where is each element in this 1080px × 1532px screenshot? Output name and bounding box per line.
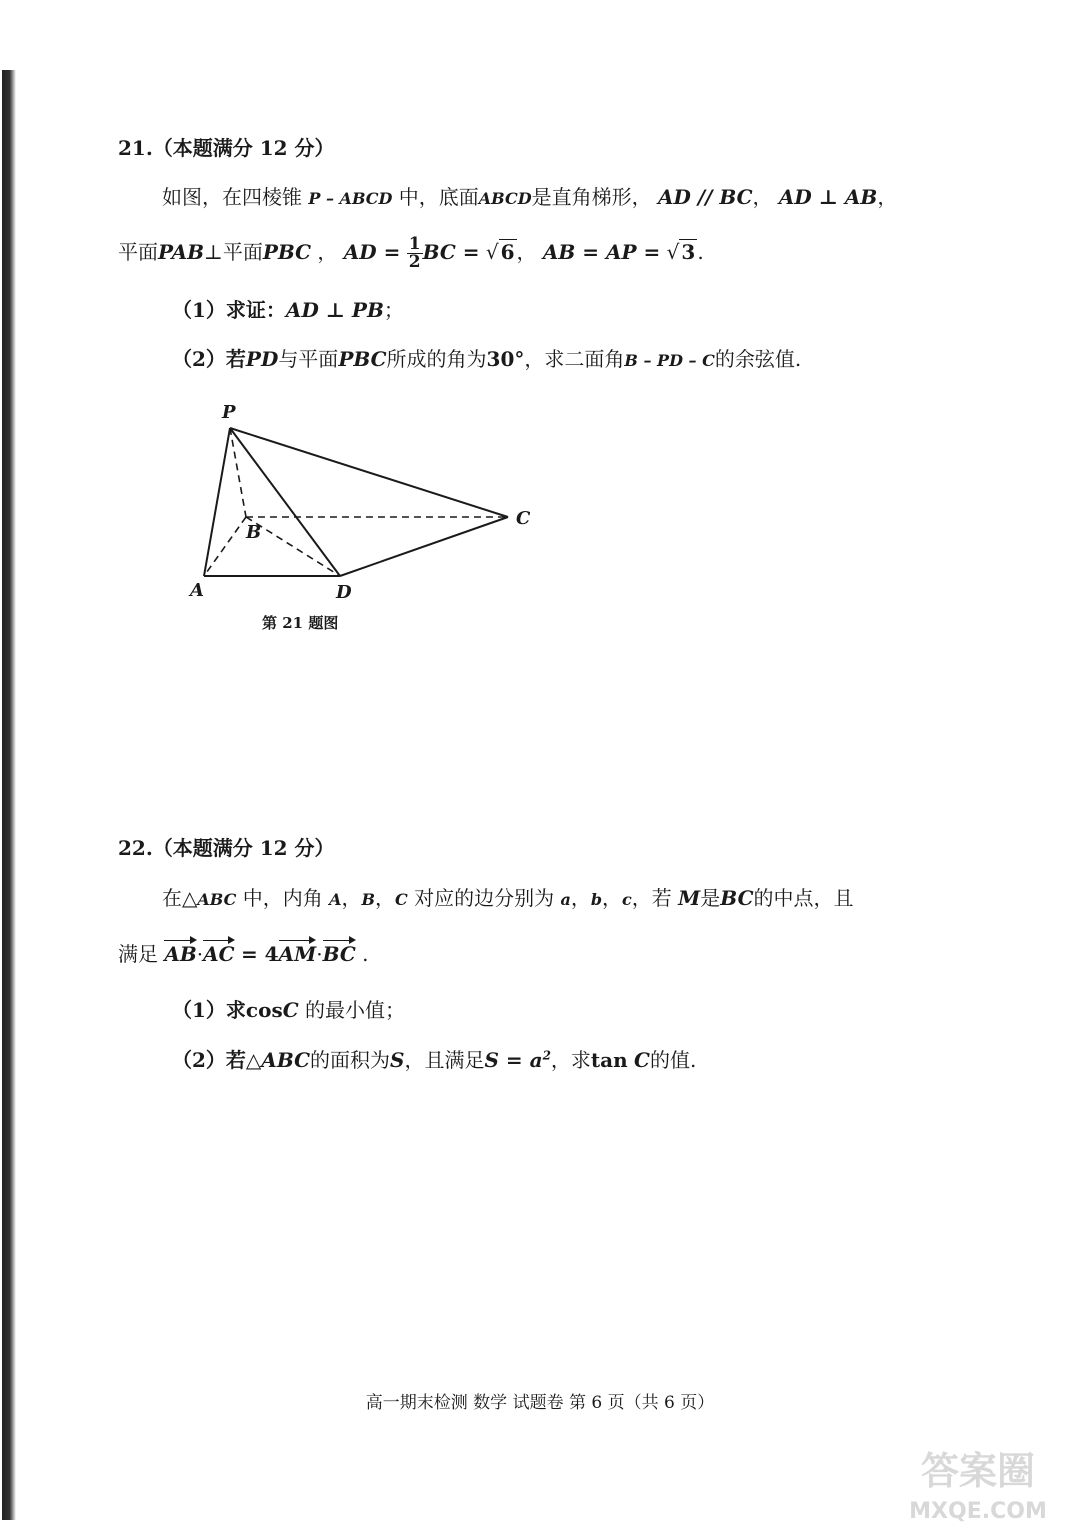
q22-intro: 在△ABC 中，内角 A，B，C 对应的边分别为 a，b，c，若 M是BC的中点，且 bbox=[162, 886, 854, 910]
edge-DC bbox=[340, 517, 508, 576]
vector-BC: BC bbox=[322, 942, 356, 966]
edge-BA bbox=[204, 517, 246, 576]
label-A: A bbox=[190, 580, 204, 601]
q21-conditions: 平面PAB⊥平面PBC ， AD = $\frac{1}{2}$ BC = √ 6 ， AB = AP = √ 3 . bbox=[118, 234, 704, 272]
page-footer: 高一期末检测 数学 试题卷 第 6 页（共 6 页） bbox=[365, 1393, 715, 1413]
edge-PB bbox=[230, 428, 246, 517]
label-P: P bbox=[222, 402, 236, 423]
edge-PC bbox=[230, 428, 508, 517]
watermark-logo bbox=[888, 1440, 1068, 1526]
pyramid-figure bbox=[180, 398, 550, 608]
q22-condition: 满足 AB·AC = 4AM·BC . bbox=[118, 942, 369, 966]
q21-part1: （1）求证：AD ⊥ PB； bbox=[172, 298, 404, 322]
label-C: C bbox=[516, 508, 531, 529]
binding-edge bbox=[2, 20, 16, 1520]
q21-header: 21.（本题满分 12 分） bbox=[118, 136, 335, 160]
q22-header: 22.（本题满分 12 分） bbox=[118, 836, 335, 860]
figure-caption: 第 21 题图 bbox=[262, 614, 339, 632]
edge-PA bbox=[204, 428, 230, 576]
q22-part1: （1）求cosC 的最小值； bbox=[172, 998, 405, 1022]
q21-intro: 如图，在四棱锥 P – ABCD 中，底面ABCD是直角梯形， AD // BC， AD ⊥ AB， bbox=[162, 185, 898, 209]
vector-AC: AC bbox=[203, 942, 235, 966]
edge-PD bbox=[230, 428, 340, 576]
vector-AM: AM bbox=[278, 942, 317, 966]
vector-AB: AB bbox=[164, 942, 197, 966]
fraction-one-half: $\frac{1}{2}$ bbox=[408, 234, 421, 272]
label-B: B bbox=[246, 522, 262, 543]
q22-part2: （2）若△ABC的面积为S，且满足$S = a^2$，求tan C的值. bbox=[172, 1048, 697, 1072]
label-D: D bbox=[336, 582, 352, 603]
q21-part2: （2）若PD与平面PBC所成的角为30°，求二面角B – PD – C的余弦值. bbox=[172, 347, 802, 371]
svg-text:MXQE.COM: MXQE.COM bbox=[909, 1499, 1047, 1524]
svg-text:答案圈: 答案圈 bbox=[920, 1449, 1036, 1493]
